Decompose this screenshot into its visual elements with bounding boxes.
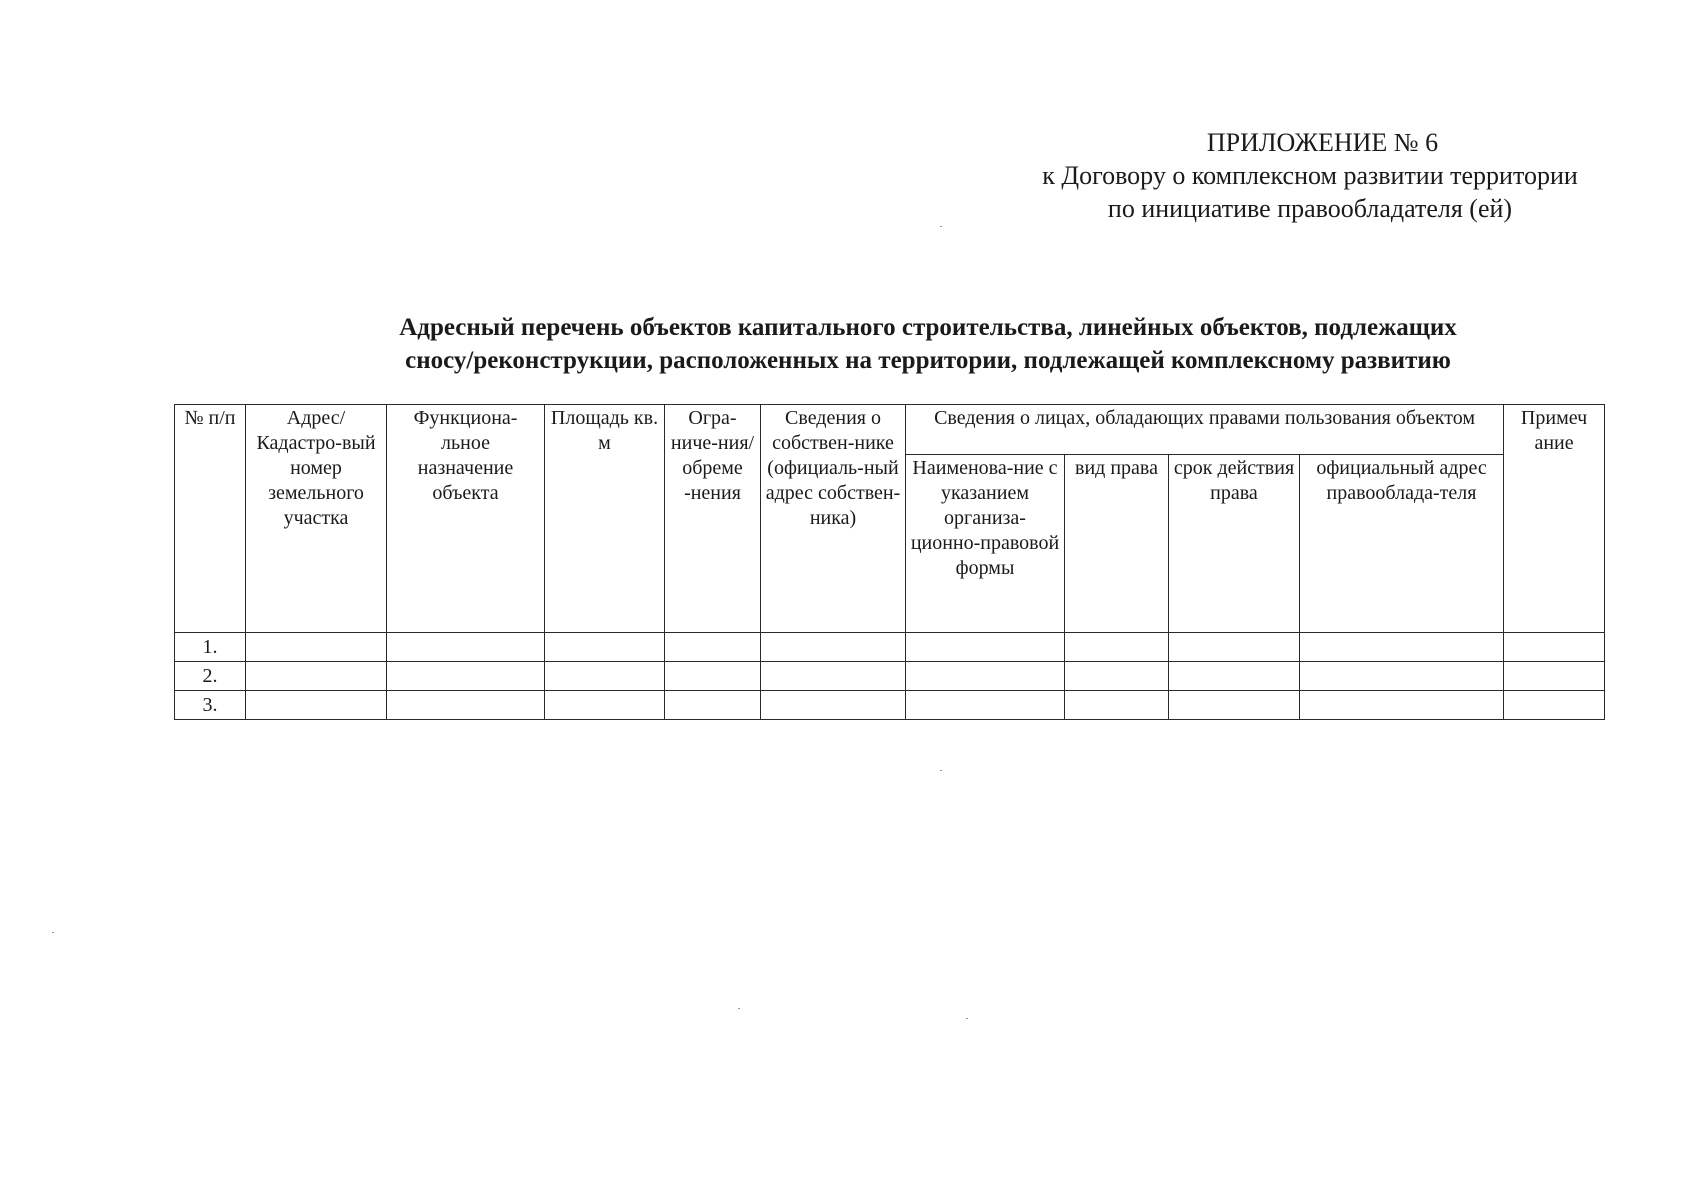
document-title-line-1: Адресный перечень объектов капитального строительства, линейных объектов, подлежащих: [399, 314, 1457, 341]
cell-note: [1504, 633, 1605, 662]
scan-speck: [966, 1018, 968, 1019]
scan-speck: [940, 226, 942, 227]
cell-address: [246, 691, 387, 720]
cell-owner: [761, 633, 906, 662]
header-address: Адрес/ Кадастро-вый номер земельного участка: [246, 405, 387, 633]
header-restrictions: Огра-ниче-ния/ обреме -нения: [665, 405, 761, 633]
table-row: [175, 691, 1605, 720]
header-rights-address: официальный адрес правооблада-теля: [1300, 455, 1504, 633]
cell-rights-type: [1065, 691, 1169, 720]
appendix-header: [1000, 126, 1620, 225]
row-number: 2.: [175, 662, 246, 691]
scan-speck: [52, 932, 54, 933]
cell-restrictions: [665, 691, 761, 720]
cell-rights-name: [906, 691, 1065, 720]
cell-area: [545, 633, 665, 662]
cell-address: [246, 633, 387, 662]
row-number: 1.: [175, 633, 246, 662]
row-number: 3.: [175, 691, 246, 720]
cell-rights-type: [1065, 633, 1169, 662]
table-row: [175, 633, 1605, 662]
cell-rights-term: [1169, 662, 1300, 691]
header-rights-type: вид права: [1065, 455, 1169, 633]
document-title-line-2: сносу/реконструкции, расположенных на территории, подлежащей комплексному развитию: [405, 347, 1451, 374]
document-title: [173, 311, 1683, 377]
cell-rights-term: [1169, 633, 1300, 662]
cell-note: [1504, 662, 1605, 691]
cell-rights-address: [1300, 633, 1504, 662]
header-rights-name: Наименова-ние с указанием организа-ционно-правовой формы: [906, 455, 1065, 633]
header-num: № п/п: [175, 405, 246, 633]
cell-purpose: [387, 662, 545, 691]
cell-restrictions: [665, 633, 761, 662]
scan-speck: [940, 770, 942, 771]
cell-rights-name: [906, 633, 1065, 662]
cell-note: [1504, 691, 1605, 720]
cell-owner: [761, 662, 906, 691]
cell-purpose: [387, 691, 545, 720]
header-rights-group: Сведения о лицах, обладающих правами пользования объектом: [906, 405, 1504, 455]
table-row: [175, 662, 1605, 691]
header-note: Примеч ание: [1504, 405, 1605, 633]
header-purpose: Функциона-льное назначение объекта: [387, 405, 545, 633]
header-owner: Сведения о собствен-нике (официаль-ный адрес собствен-ника): [761, 405, 906, 633]
cell-address: [246, 662, 387, 691]
scan-speck: [738, 1008, 740, 1009]
cell-owner: [761, 691, 906, 720]
appendix-reference: к Договору о комплексном развитии территории: [1042, 161, 1578, 190]
cell-area: [545, 691, 665, 720]
header-row-1: [175, 405, 1605, 455]
cell-rights-type: [1065, 662, 1169, 691]
header-area: Площадь кв. м: [545, 405, 665, 633]
header-rights-term: срок действия права: [1169, 455, 1300, 633]
appendix-number: ПРИЛОЖЕНИЕ № 6: [1206, 128, 1439, 157]
cell-rights-address: [1300, 691, 1504, 720]
cell-area: [545, 662, 665, 691]
appendix-reference-cont: по инициативе правообладателя (ей): [1107, 194, 1513, 223]
cell-restrictions: [665, 662, 761, 691]
objects-registry-table: [174, 404, 1605, 720]
cell-rights-address: [1300, 662, 1504, 691]
cell-rights-term: [1169, 691, 1300, 720]
cell-purpose: [387, 633, 545, 662]
cell-rights-name: [906, 662, 1065, 691]
